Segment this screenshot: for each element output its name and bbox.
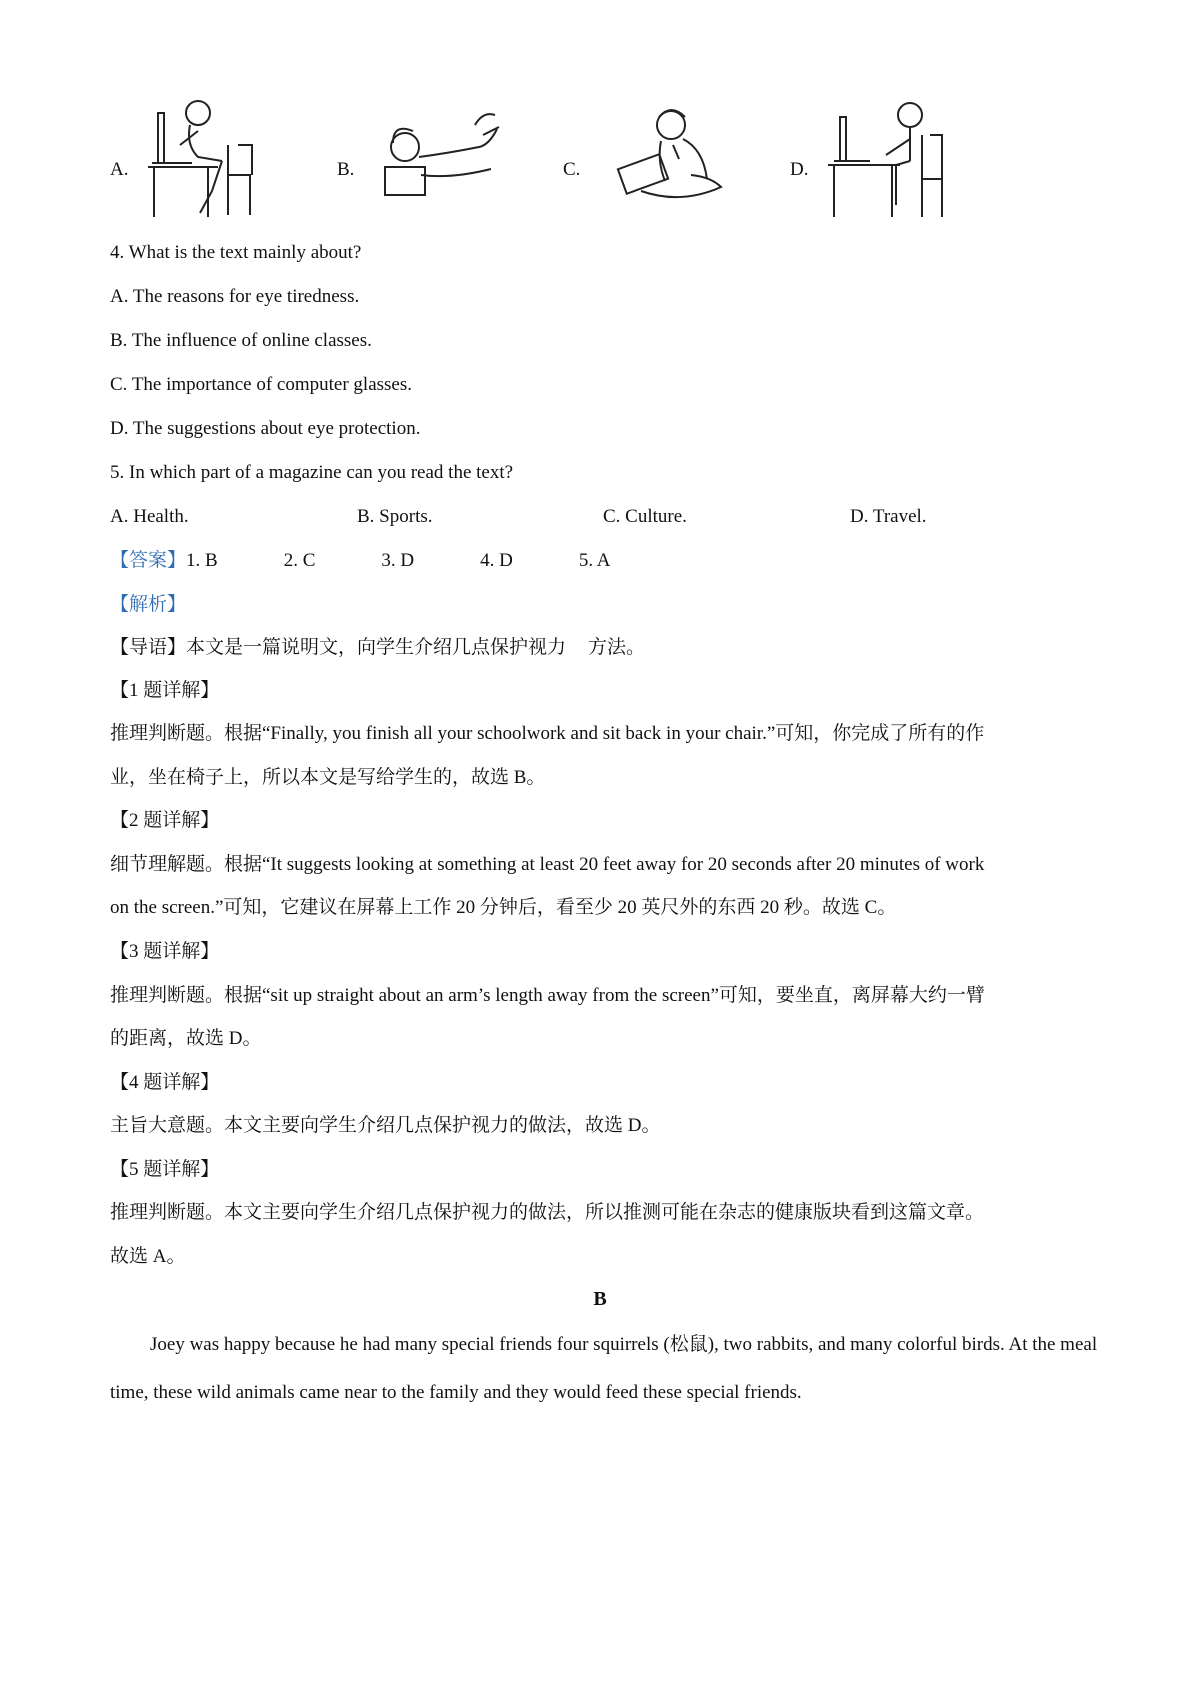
section-b-heading: B: [593, 1288, 607, 1310]
detail-1-title: 【1 题详解】: [110, 680, 220, 701]
detail-5-line: 推理判断题。本文主要向学生介绍几点保护视力的做法，所以推测可能在杂志的健康版块看到这篇文章。: [110, 1202, 985, 1223]
picture-option-label: C.: [563, 159, 581, 180]
picture-options-row: [110, 95, 1070, 255]
answer-item: 2. C: [283, 550, 316, 571]
intro-label: 【导语】: [110, 637, 187, 658]
intro-tail: 方法。: [588, 637, 646, 658]
answer-item: 4. D: [480, 550, 513, 571]
intro-text: 本文是一篇说明文，向学生介绍几点保护视力: [186, 637, 567, 658]
detail-2-line: on the screen.”可知，它建议在屏幕上工作 20 分钟后，看至少 20 英尺外的东西 20 秒。故选 C。: [110, 897, 897, 918]
picture-option-label: A.: [110, 159, 129, 180]
detail-3-line: 推理判断题。根据“sit up straight about an arm’s length away from the screen”可知，要坐直，离屏幕大约一臂: [110, 985, 985, 1006]
answer-item: 1. B: [186, 550, 218, 571]
q4-option-d: D. The suggestions about eye protection.: [110, 418, 421, 439]
answer-item: 5. A: [578, 550, 611, 571]
girl-lying-with-laptop-icon: [365, 95, 515, 215]
q4-option-a: A. The reasons for eye tiredness.: [110, 286, 360, 307]
detail-4-line: 主旨大意题。本文主要向学生介绍几点保护视力的做法，故选 D。: [110, 1115, 661, 1136]
detail-2-line: 细节理解题。根据“It suggests looking at something at least 20 feet away for 20 seconds after 20 minutes of work: [110, 854, 985, 875]
analysis-label: 【解析】: [110, 594, 187, 615]
picture-option-label: D.: [790, 159, 809, 180]
detail-1-line: 推理判断题。根据“Finally, you finish all your schoolwork and sit back in your chair.”可知，你完成了所有的作: [110, 723, 985, 744]
q5-option-d: D. Travel.: [850, 506, 927, 527]
detail-3-line: 的距离，故选 D。: [110, 1028, 262, 1049]
question-4: 4. What is the text mainly about?: [110, 242, 362, 263]
q4-option-c: C. The importance of computer glasses.: [110, 374, 412, 395]
answer-line: [110, 549, 611, 573]
q5-option-c: C. Culture.: [603, 506, 687, 527]
question-5: 5. In which part of a magazine can you read the text?: [110, 462, 514, 483]
detail-2-title: 【2 题详解】: [110, 810, 220, 831]
person-at-desk-computer-slouching-icon: [138, 95, 268, 235]
answer-label: 【答案】: [110, 550, 187, 571]
picture-option-label: B.: [337, 159, 355, 180]
detail-5-line: 故选 A。: [110, 1246, 186, 1267]
boy-cross-legged-laptop-icon: [591, 95, 741, 215]
person-sitting-straight-at-computer-icon: [818, 95, 948, 235]
q5-option-b: B. Sports.: [357, 506, 433, 527]
detail-5-title: 【5 题详解】: [110, 1159, 220, 1180]
answer-item: 3. D: [381, 550, 415, 571]
intro-line: [110, 636, 645, 660]
detail-3-title: 【3 题详解】: [110, 941, 220, 962]
detail-1-line: 业，坐在椅子上，所以本文是写给学生的，故选 B。: [110, 767, 546, 788]
q4-option-b: B. The influence of online classes.: [110, 330, 372, 351]
q5-option-a: A. Health.: [110, 506, 189, 527]
section-b-paragraph: Joey was happy because he had many special friends four squirrels (松鼠), two rabbits, and many colorful birds. At the meal time, these wild animals came near to the family and they would feed these special friends.: [110, 1334, 1098, 1403]
detail-4-title: 【4 题详解】: [110, 1072, 220, 1093]
